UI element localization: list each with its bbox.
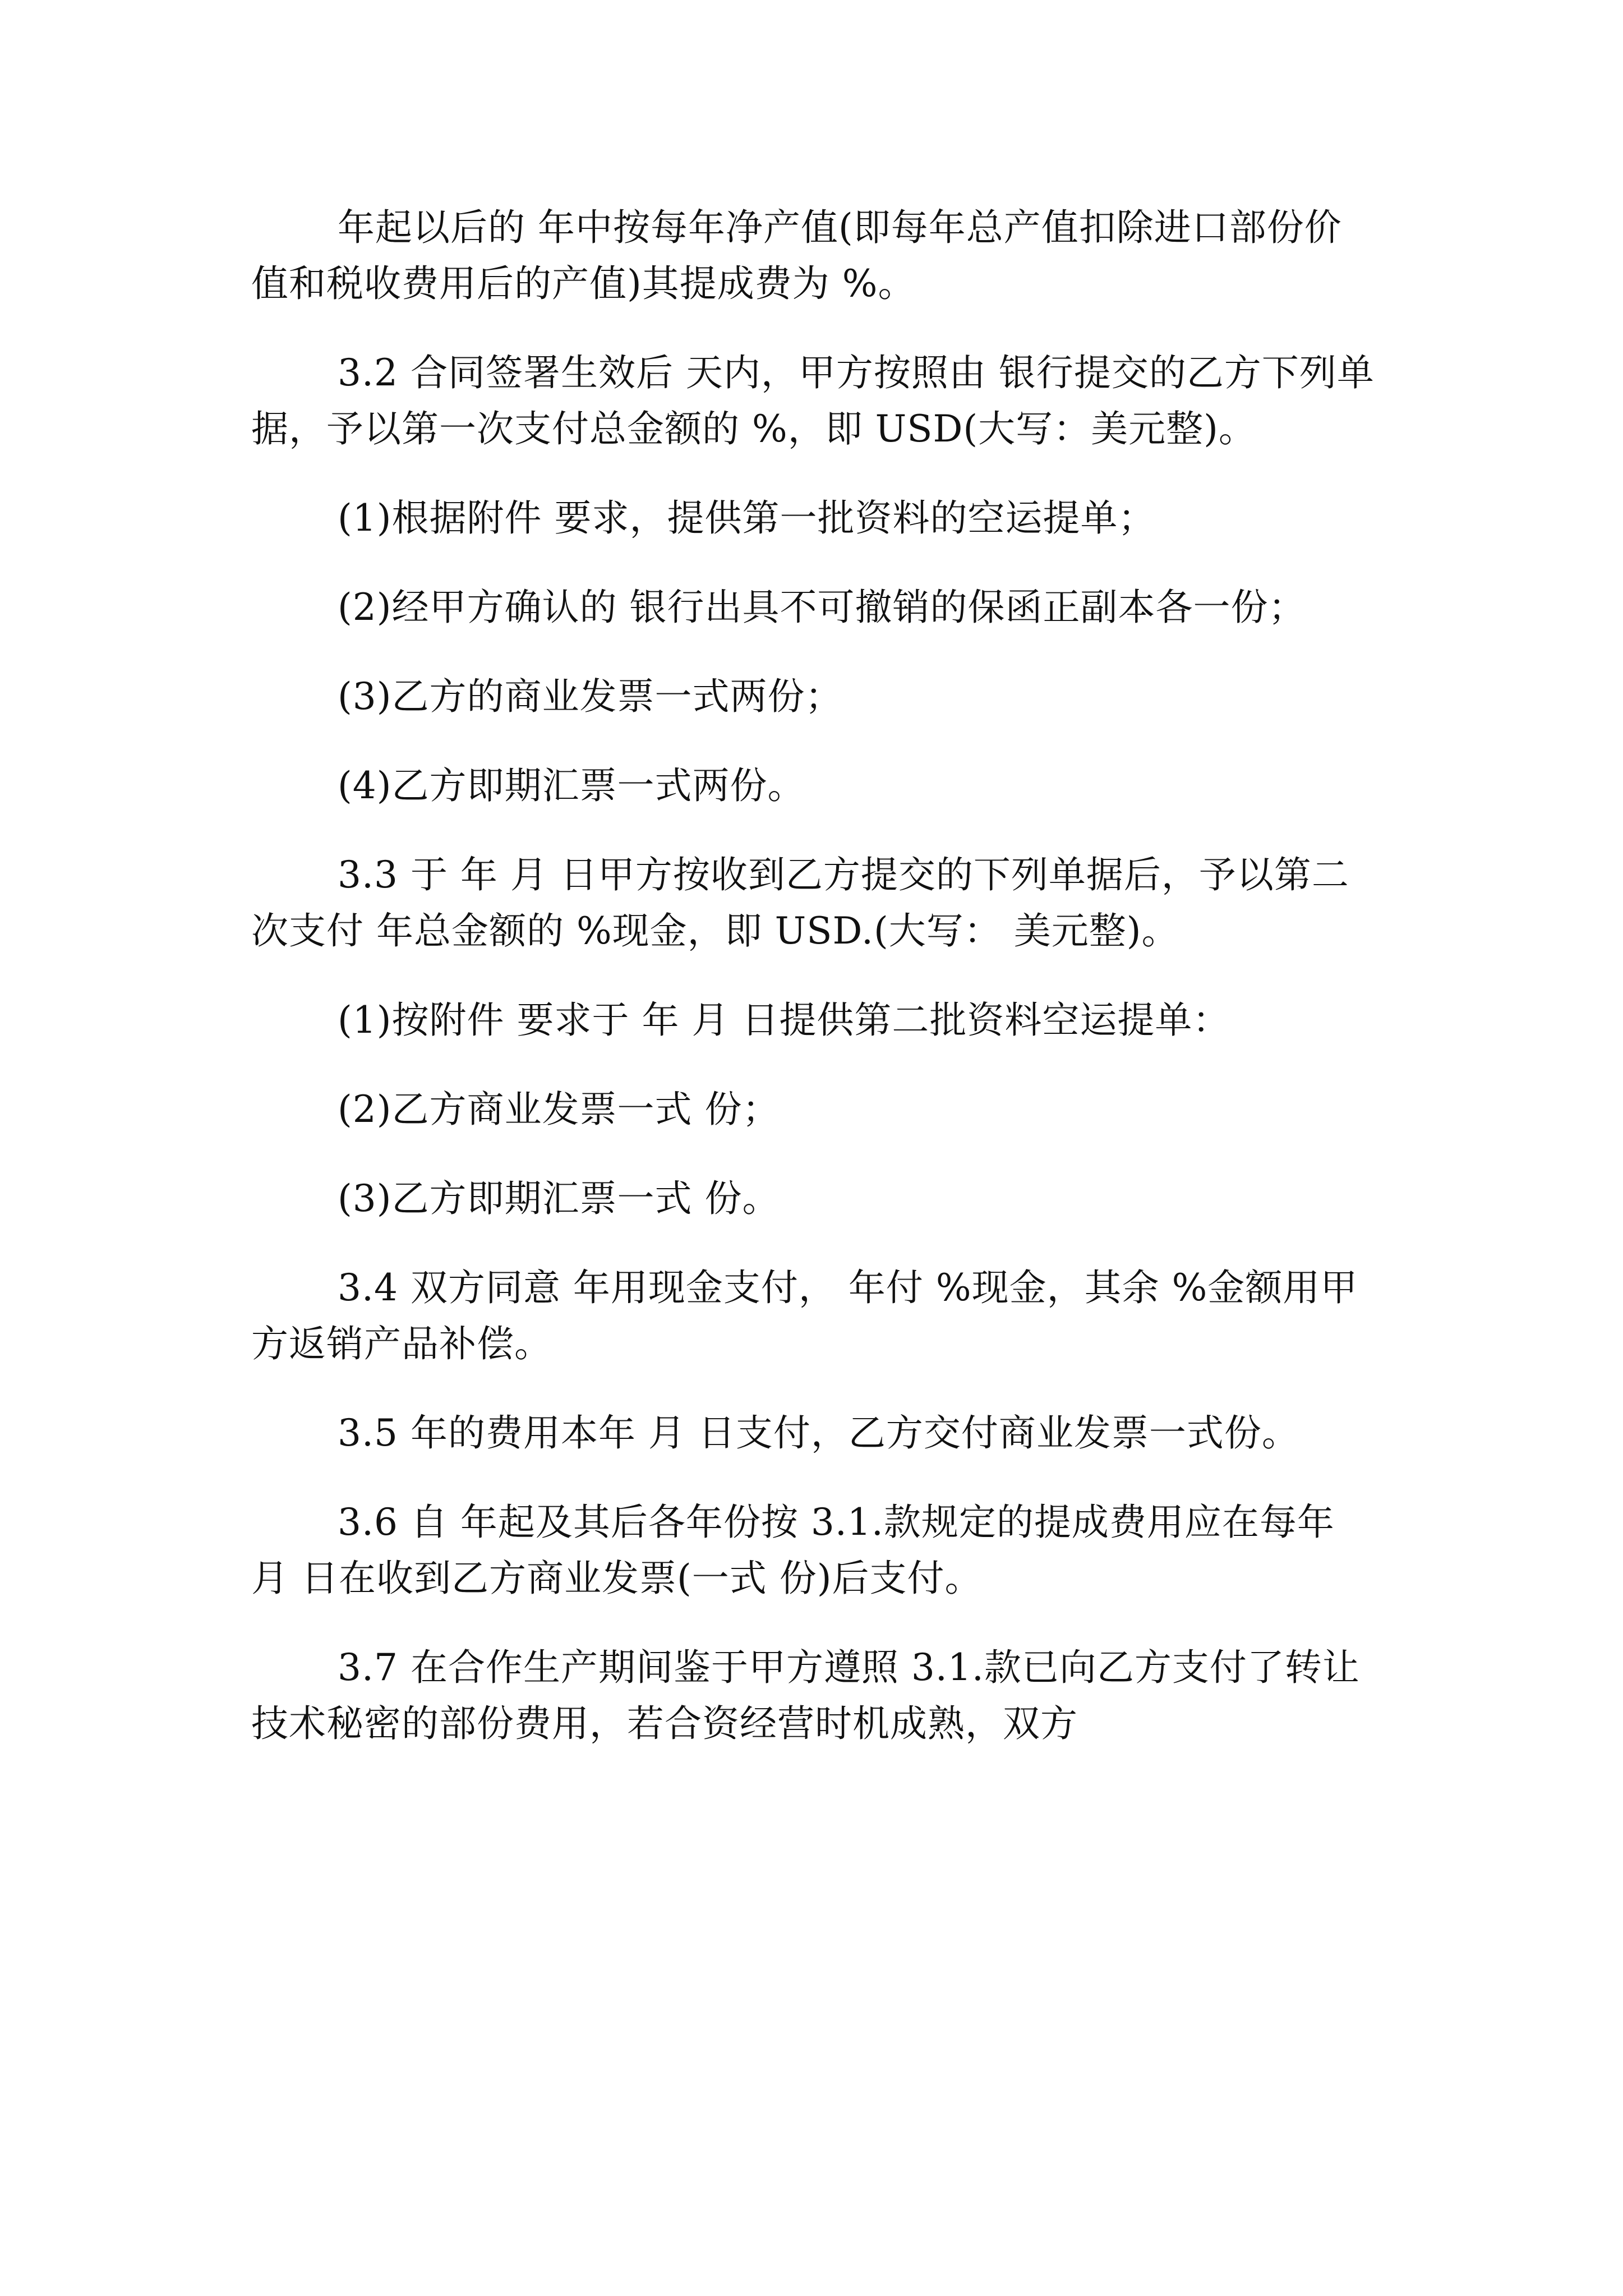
paragraph-clause-3-2-item-2: (2)经甲方确认的 银行出具不可撤销的保函正副本各一份； [338,586,1306,629]
paragraph-clause-3-2-item-1: (1)根据附件 要求，提供第一批资料的空运提单； [338,496,1156,540]
paragraph-clause-3-3-item-3: (3)乙方即期汇票一式 份。 [338,1177,780,1220]
paragraph-clause-3-2-item-3: (3)乙方的商业发票一式两份； [338,675,843,718]
paragraph-clause-3-3-item-2: (2)乙方商业发票一式 份； [338,1088,780,1131]
paragraph-clause-3-2: 3.2 合同签署生效后 天内，甲方按照由 银行提交的乙方下列单据，予以第一次支付总金额的 %，即 USD(大写：美元整)。 [251,351,1375,450]
paragraph-clause-3-7: 3.7 在合作生产期间鉴于甲方遵照 3.1.款已向乙方支付了转让技术秘密的部份费用，若合资经营时机成熟，双方 [251,1646,1360,1745]
paragraph-clause-3-5: 3.5 年的费用本年 月 日支付，乙方交付商业发票一式份。 [338,1411,1299,1455]
paragraph-clause-3-4: 3.4 双方同意 年用现金支付， 年付 %现金，其余 %金额用甲方返销产品补偿。 [251,1266,1358,1365]
paragraph-clause-3-3-item-1: (1)按附件 要求于 年 月 日提供第二批资料空运提单： [338,999,1230,1042]
paragraph-clause-3-3: 3.3 于 年 月 日甲方按收到乙方提交的下列单据后，予以第二次支付 年总金额的 %现金，即 USD.(大写： 美元整)。 [251,853,1349,953]
paragraph-clause-3-6: 3.6 自 年起及其后各年份按 3.1.款规定的提成费用应在每年 月 日在收到乙方商业发票(一式 份)后支付。 [251,1501,1335,1600]
paragraph-royalty-rate: 年起以后的 年中按每年净产值(即每年总产值扣除进口部份价值和税收费用后的产值)其提成费为 %。 [251,206,1342,305]
document-body [251,200,1378,1752]
paragraph-clause-3-2-item-4: (4)乙方即期汇票一式两份。 [338,764,805,807]
